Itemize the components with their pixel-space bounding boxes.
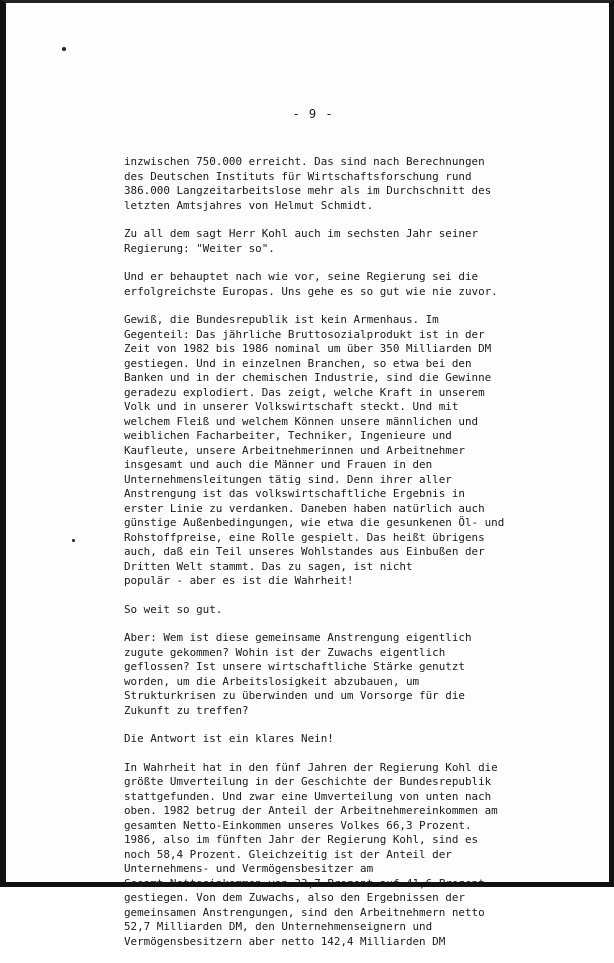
text-line: Vermögensbesitzern aber netto 142,4 Milliarden DM bbox=[124, 934, 446, 948]
text-line: Die Antwort ist ein klares Nein! bbox=[124, 732, 334, 745]
text-line: populär - aber es ist die Wahrheit! bbox=[124, 574, 354, 587]
text-line: Volk und in unserer Volkswirtschaft steckt. Und mit bbox=[124, 400, 459, 413]
scan-speck bbox=[62, 47, 66, 51]
text-line: Banken und in der chemischen Industrie, sind die Gewinne bbox=[124, 371, 492, 384]
text-line: Strukturkrisen zu überwinden und um Vorsorge für die bbox=[124, 689, 465, 702]
text-line: weiblichen Facharbeiter, Techniker, Ingenieure und bbox=[124, 429, 452, 442]
text-line: Dritten Welt stammt. Das zu sagen, ist nicht bbox=[124, 559, 413, 573]
text-line: Regierung: "Weiter so". bbox=[124, 241, 275, 255]
text-line: Anstrengung ist das volkswirtschaftliche Ergebnis in bbox=[124, 487, 465, 500]
text-line: Gewiß, die Bundesrepublik ist kein Armenhaus. Im bbox=[124, 313, 439, 326]
paragraph bbox=[124, 732, 534, 747]
text-line: So weit so gut. bbox=[124, 602, 223, 616]
text-line: des Deutschen Instituts für Wirtschaftsforschung rund bbox=[124, 169, 472, 183]
paragraph bbox=[124, 603, 534, 618]
text-line: Kaufleute, unsere Arbeitnehmerinnen und Arbeitnehmer bbox=[124, 443, 465, 457]
scan-speck bbox=[72, 539, 75, 542]
text-line: gesamten Netto-Einkommen unseres Volkes 66,3 Prozent. bbox=[124, 818, 472, 832]
text-line: Aber: Wem ist diese gemeinsame Anstrengung eigentlich bbox=[124, 631, 472, 644]
text-line: oben. 1982 betrug der Anteil der Arbeitnehmereinkommen am bbox=[124, 804, 498, 817]
text-line: worden, um die Arbeitslosigkeit abzubauen, um bbox=[124, 674, 420, 688]
text-line: insgesamt und auch die Männer und Frauen in den bbox=[124, 458, 433, 471]
text-line: stattgefunden. Und zwar eine Umverteilung von unten nach bbox=[124, 789, 492, 803]
text-line: 1986, also im fünften Jahr der Regierung Kohl, sind es bbox=[124, 833, 479, 846]
page-number: - 9 - bbox=[292, 107, 334, 121]
text-line: erfolgreichste Europas. Uns gehe es so gut wie nie zuvor. bbox=[124, 284, 498, 298]
text-line: letzten Amtsjahres von Helmut Schmidt. bbox=[124, 198, 374, 212]
paragraph bbox=[124, 313, 534, 589]
text-line: Zeit von 1982 bis 1986 nominal um über 350 Milliarden DM bbox=[124, 342, 492, 355]
text-line: gestiegen. Von dem Zuwachs, also den Ergebnissen der bbox=[124, 891, 465, 904]
text-line: noch 58,4 Prozent. Gleichzeitig ist der Anteil der bbox=[124, 847, 452, 861]
text-line: auch, daß ein Teil unseres Wohlstandes aus Einbußen der bbox=[124, 545, 485, 558]
paragraph bbox=[124, 631, 534, 718]
text-line: erster Linie zu verdanken. Daneben haben natürlich auch bbox=[124, 501, 485, 515]
text-line: gemeinsamen Anstrengungen, sind den Arbeitnehmern netto bbox=[124, 905, 485, 919]
text-line: 386.000 Langzeitarbeitslose mehr als im Durchschnitt des bbox=[124, 184, 492, 197]
text-line: welchem Fleiß und welchem Können unsere männlichen und bbox=[124, 414, 479, 428]
text-line: Zu all dem sagt Herr Kohl auch im sechsten Jahr seiner bbox=[124, 227, 479, 240]
text-line: günstige Außenbedingungen, wie etwa die gesunkenen Öl- und bbox=[124, 516, 505, 529]
text-line: Gesamt-Nettoeinkommen von 33,7 Prozent auf 41,6 Prozent bbox=[124, 876, 485, 890]
text-line: geradezu explodiert. Das zeigt, welche Kraft in unserem bbox=[124, 385, 485, 399]
text-line: Unternehmens- und Vermögensbesitzer am bbox=[124, 862, 374, 875]
text-line: Unternehmensleitungen tätig sind. Denn ihrer aller bbox=[124, 472, 452, 486]
body-text bbox=[124, 155, 534, 963]
text-line: In Wahrheit hat in den fünf Jahren der Regierung Kohl die bbox=[124, 760, 498, 774]
paragraph bbox=[124, 155, 534, 213]
text-line: gestiegen. Und in einzelnen Branchen, so etwa bei den bbox=[124, 356, 472, 370]
paragraph bbox=[124, 227, 534, 256]
paragraph bbox=[124, 761, 534, 950]
text-line: Gegenteil: Das jährliche Bruttosozialprodukt ist in der bbox=[124, 327, 485, 341]
text-line: 52,7 Milliarden DM, den Unternehmenseignern und bbox=[124, 920, 433, 933]
text-line: inzwischen 750.000 erreicht. Das sind nach Berechnungen bbox=[124, 155, 485, 168]
text-line: Und er behauptet nach wie vor, seine Regierung sei die bbox=[124, 270, 479, 283]
paragraph bbox=[124, 270, 534, 299]
text-line: größte Umverteilung in der Geschichte der Bundesrepublik bbox=[124, 775, 492, 788]
text-line: zugute gekommen? Wohin ist der Zuwachs eigentlich bbox=[124, 645, 446, 659]
text-line: Zukunft zu treffen? bbox=[124, 703, 249, 717]
text-line: geflossen? Ist unsere wirtschaftliche Stärke genutzt bbox=[124, 660, 465, 673]
text-line: Rohstoffpreise, eine Rolle gespielt. Das heißt übrigens bbox=[124, 530, 485, 544]
